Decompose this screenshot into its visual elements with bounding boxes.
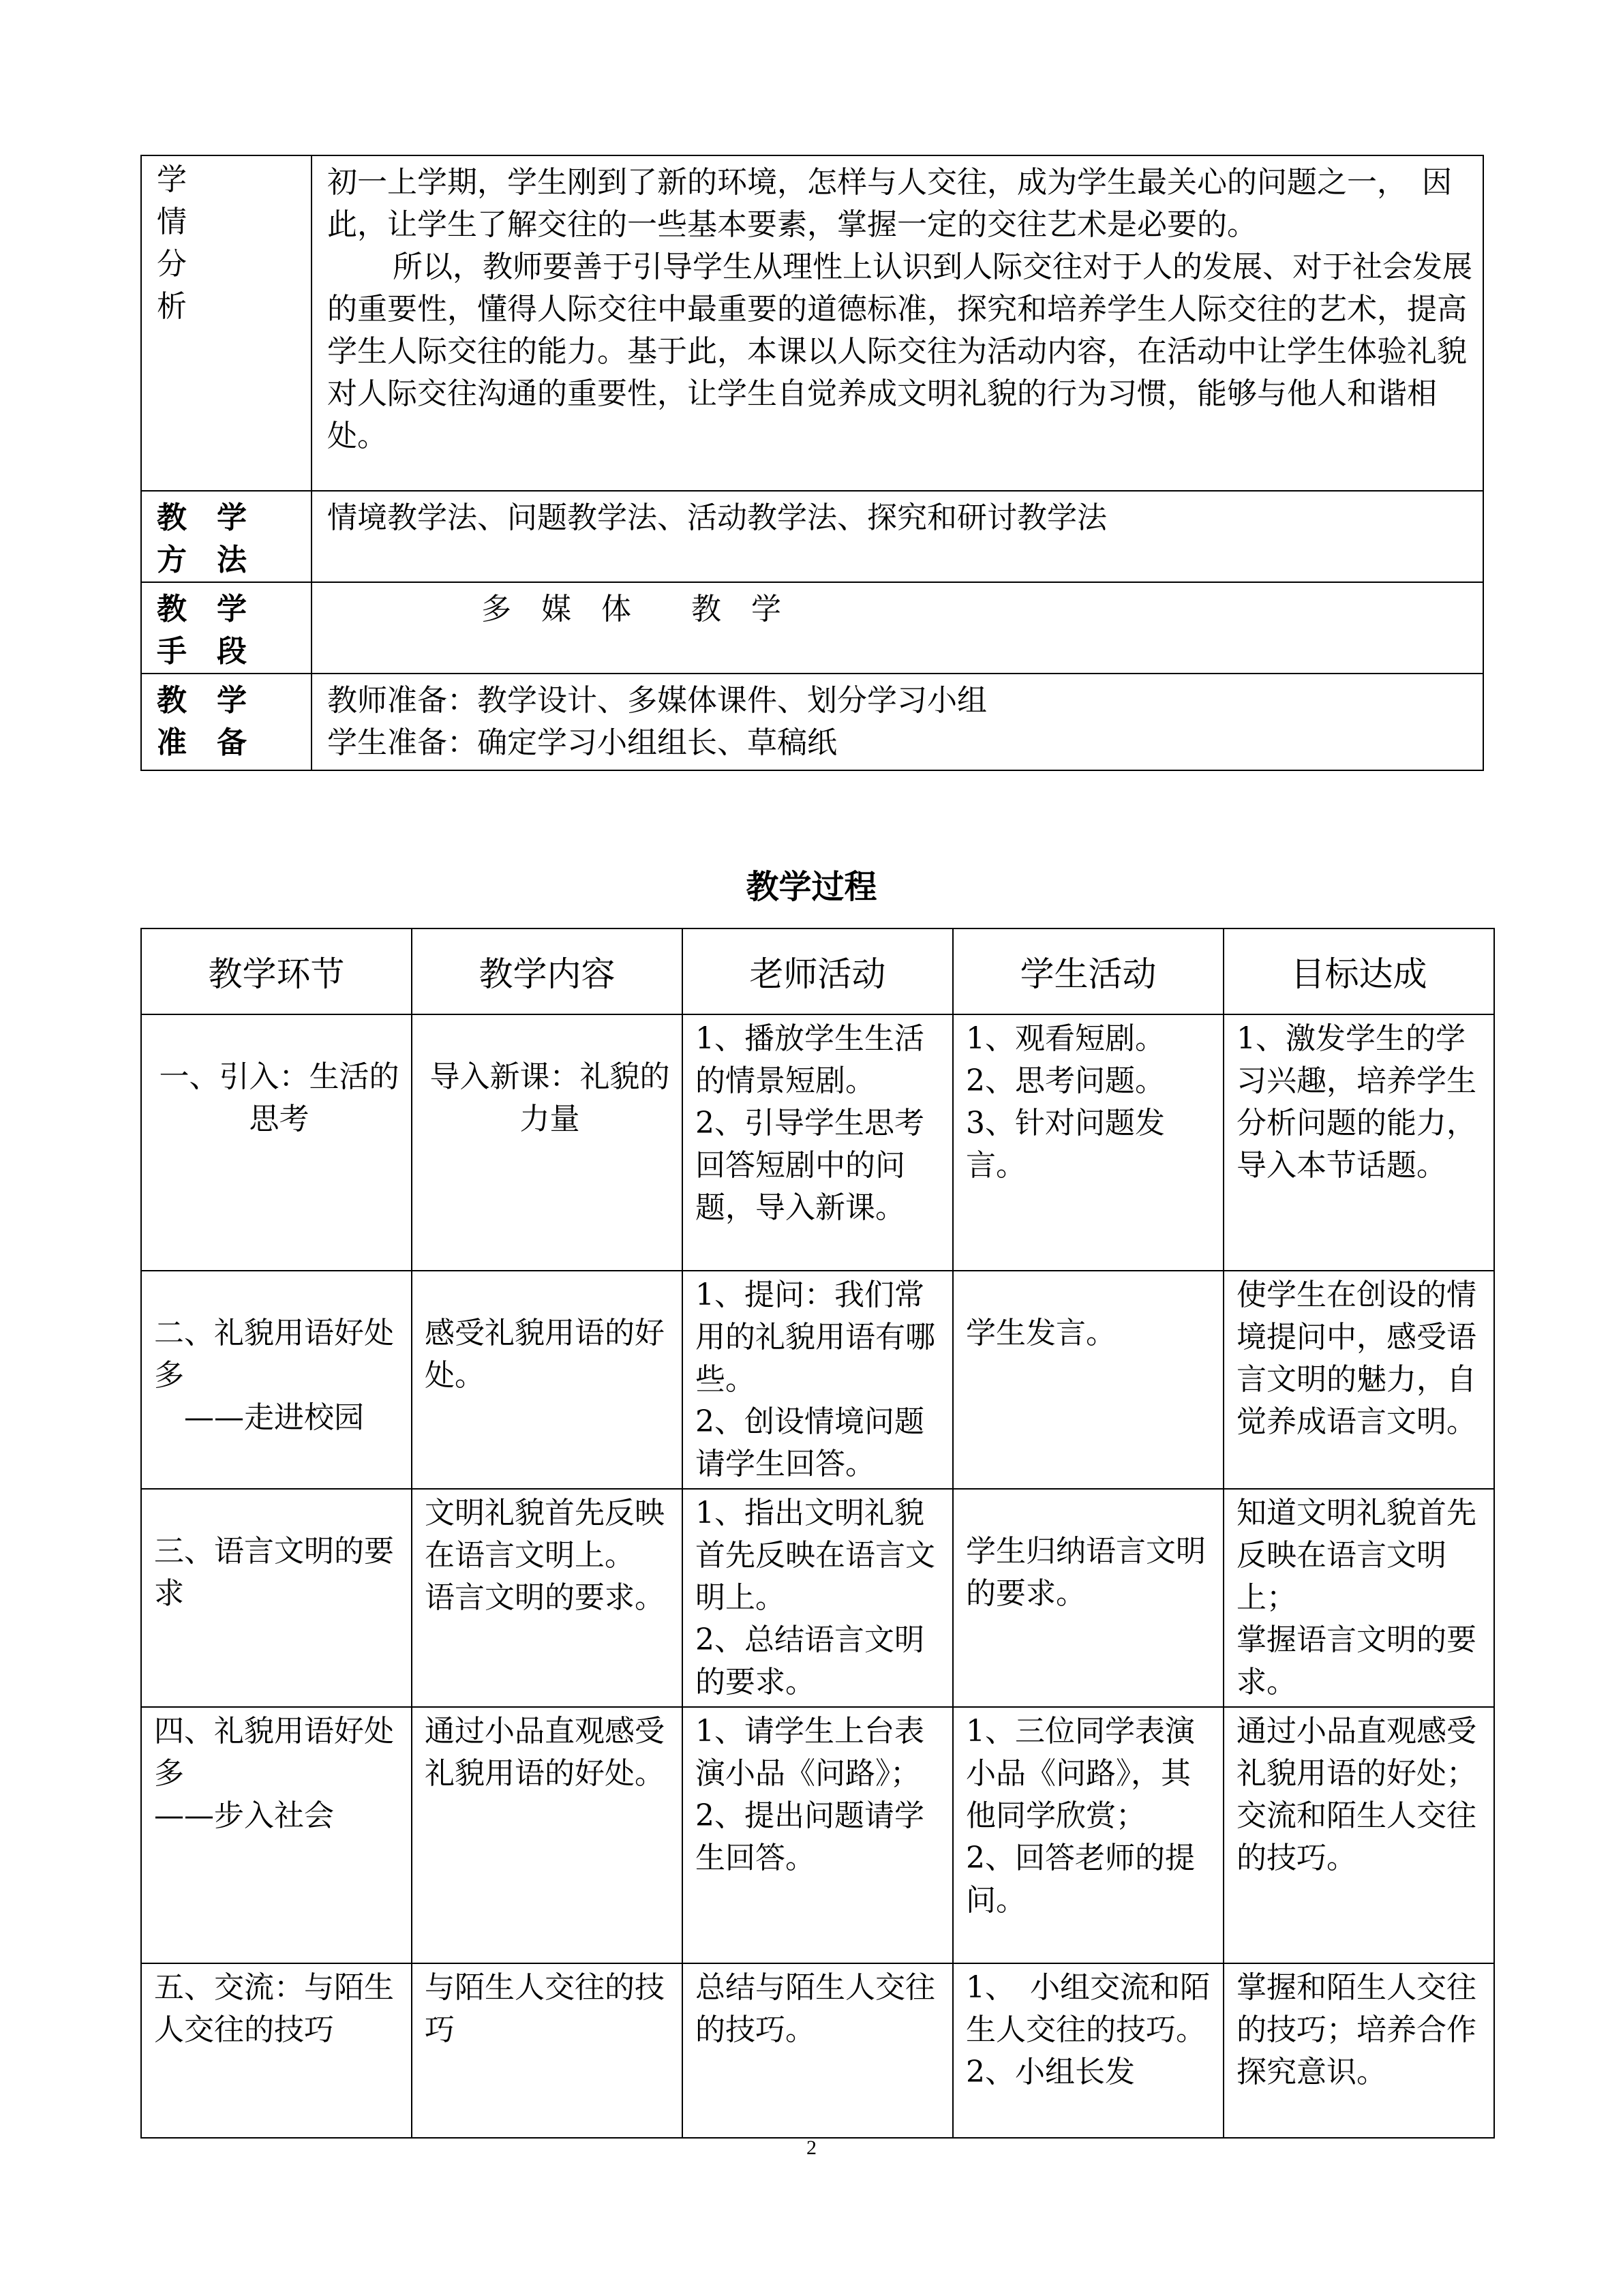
prep-row bbox=[141, 674, 1483, 770]
cell-student: 学生发言。 bbox=[953, 1271, 1224, 1489]
prep-label-line2: 准 备 bbox=[157, 725, 247, 760]
header-cell: 教学环节 bbox=[141, 928, 412, 1014]
means-label bbox=[141, 582, 312, 674]
cell-student: 1、观看短剧。 2、思考问题。 3、针对问题发言。 bbox=[953, 1014, 1224, 1271]
cell-goal: 通过小品直观感受礼貌用语的好处；交流和陌生人交往的技巧。 bbox=[1224, 1707, 1494, 1963]
means-content bbox=[312, 582, 1483, 674]
means-label-line1: 教 学 bbox=[157, 592, 247, 626]
process-header-row bbox=[141, 928, 1494, 1014]
cell-goal: 1、激发学生的学习兴趣，培养学生分析问题的能力，导入本节话题。 bbox=[1224, 1014, 1494, 1271]
analysis-content bbox=[312, 155, 1483, 491]
header-cell: 老师活动 bbox=[682, 928, 953, 1014]
cell-teacher: 1、指出文明礼貌首先反映在语言文明上。 2、总结语言文明的要求。 bbox=[682, 1489, 953, 1707]
cell-stage: 四、礼貌用语好处多 ——步入社会 bbox=[141, 1707, 412, 1963]
cell-content: 导入新课：礼貌的力量 bbox=[412, 1014, 682, 1271]
cell-content: 通过小品直观感受礼貌用语的好处。 bbox=[412, 1707, 682, 1963]
method-row bbox=[141, 491, 1483, 582]
analysis-paragraph-2: 所以，教师要善于引导学生从理性上认识到人际交往对于人的发展、对于社会发展的重要性，懂得人际交往中最重要的道德标准，探究和培养学生人际交往的艺术，提高学生人际交往的能力。基于此，本课以人际交往为活动内容，在活动中让学生体验礼貌对人际交往沟通的重要性，让学生自觉养成文明礼貌的行为习惯，能够与他人和谐相处。 bbox=[327, 250, 1472, 453]
page-number: 2 bbox=[806, 2136, 817, 2159]
prep-teacher: 教师准备：教学设计、多媒体课件、划分学习小组 bbox=[327, 683, 987, 718]
prep-label-line1: 教 学 bbox=[157, 683, 247, 718]
header-cell: 目标达成 bbox=[1224, 928, 1494, 1014]
cell-content: 感受礼貌用语的好处。 bbox=[412, 1271, 682, 1489]
table-row bbox=[141, 1963, 1494, 2138]
header-cell: 教学内容 bbox=[412, 928, 682, 1014]
cell-teacher: 1、播放学生生活的情景短剧。 2、引导学生思考回答短剧中的问题，导入新课。 bbox=[682, 1014, 953, 1271]
header-cell: 学生活动 bbox=[953, 928, 1224, 1014]
means-row bbox=[141, 582, 1483, 674]
cell-teacher: 1、提问：我们常用的礼貌用语有哪些。 2、创设情境问题请学生回答。 bbox=[682, 1271, 953, 1489]
process-title: 教学过程 bbox=[746, 868, 877, 906]
analysis-row bbox=[141, 155, 1483, 491]
method-label-line1: 教 学 bbox=[157, 500, 247, 535]
analysis-label bbox=[141, 155, 312, 491]
cell-stage: 五、交流：与陌生人交往的技巧 bbox=[141, 1963, 412, 2138]
cell-student: 学生归纳语言文明的要求。 bbox=[953, 1489, 1224, 1707]
process-table bbox=[140, 928, 1495, 2139]
analysis-label-char: 情 bbox=[157, 205, 187, 239]
cell-goal: 使学生在创设的情境提问中，感受语言文明的魅力，自觉养成语言文明。 bbox=[1224, 1271, 1494, 1489]
cell-stage: 三、语言文明的要求 bbox=[141, 1489, 412, 1707]
cell-student: 1、 小组交流和陌生人交往的技巧。 2、小组长发 bbox=[953, 1963, 1224, 2138]
analysis-label-char: 学 bbox=[157, 162, 187, 197]
cell-teacher: 1、请学生上台表演小品《问路》； 2、提出问题请学生回答。 bbox=[682, 1707, 953, 1963]
analysis-label-char: 分 bbox=[157, 247, 187, 282]
cell-stage: 二、礼貌用语好处多 ——走进校园 bbox=[141, 1271, 412, 1489]
table-row bbox=[141, 1707, 1494, 1963]
cell-goal: 掌握和陌生人交往的技巧；培养合作探究意识。 bbox=[1224, 1963, 1494, 2138]
analysis-label-char: 析 bbox=[157, 289, 187, 324]
table-row bbox=[141, 1271, 1494, 1489]
cell-content: 与陌生人交往的技巧 bbox=[412, 1963, 682, 2138]
means-text: 多 媒 体 教 学 bbox=[481, 592, 781, 626]
method-label bbox=[141, 491, 312, 582]
lesson-info-table bbox=[140, 155, 1484, 771]
method-text: 情境教学法、问题教学法、活动教学法、探究和研讨教学法 bbox=[312, 491, 1483, 582]
cell-stage: 一、引入：生活的思考 bbox=[141, 1014, 412, 1271]
prep-label bbox=[141, 674, 312, 770]
cell-teacher: 总结与陌生人交往的技巧。 bbox=[682, 1963, 953, 2138]
prep-content bbox=[312, 674, 1483, 770]
prep-student: 学生准备：确定学习小组组长、草稿纸 bbox=[327, 725, 837, 760]
analysis-paragraph-1: 初一上学期，学生刚到了新的环境，怎样与人交往，成为学生最关心的问题之一， 因此，让学生了解交往的一些基本要素，掌握一定的交往艺术是必要的。 bbox=[327, 165, 1452, 242]
means-label-line2: 手 段 bbox=[157, 634, 247, 669]
method-label-line2: 方 法 bbox=[157, 543, 247, 577]
cell-goal: 知道文明礼貌首先反映在语言文明上； 掌握语言文明的要求。 bbox=[1224, 1489, 1494, 1707]
cell-content: 文明礼貌首先反映在语言文明上。 语言文明的要求。 bbox=[412, 1489, 682, 1707]
cell-student: 1、三位同学表演小品《问路》，其他同学欣赏； 2、回答老师的提问。 bbox=[953, 1707, 1224, 1963]
table-row bbox=[141, 1489, 1494, 1707]
table-row bbox=[141, 1014, 1494, 1271]
